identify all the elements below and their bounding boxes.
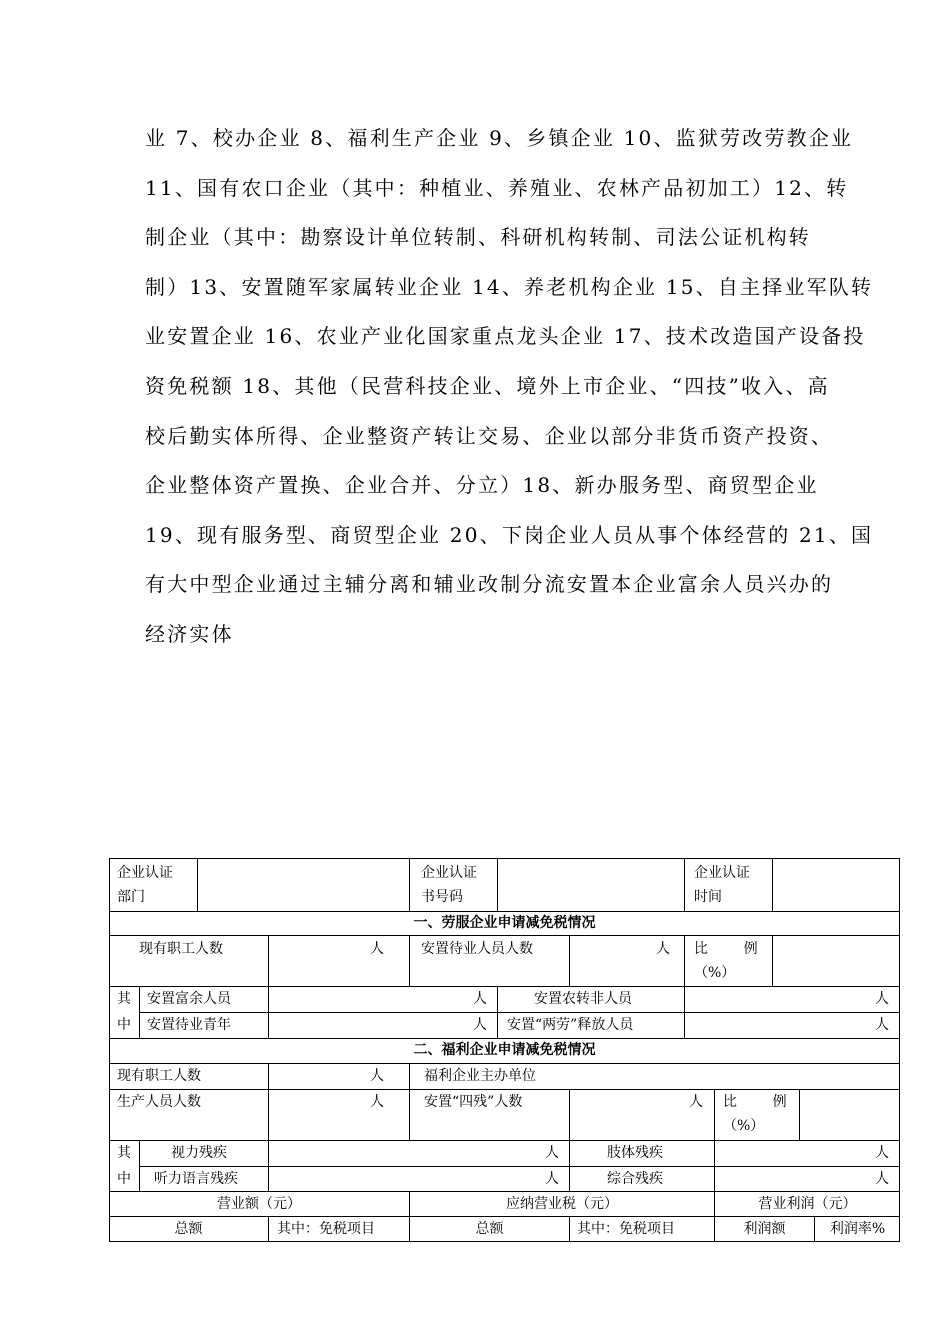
sec2-ratio-label-1: 比 例 — [723, 1094, 787, 1110]
paragraph-line: 制企业（其中：勘察设计单位转制、科研机构转制、司法公证机构转 — [145, 225, 811, 250]
sec1-released-unit: 人 — [875, 1017, 889, 1033]
cert-dept-label-2: 部门 — [117, 889, 145, 905]
sec1-staff-unit: 人 — [370, 941, 384, 957]
sec2-zhong-label: 中 — [117, 1171, 131, 1187]
tax-payable-header: 应纳营业税（元） — [506, 1196, 618, 1212]
paragraph-line: 企业整体资产置换、企业合并、分立）18、新办服务型、商贸型企业 — [145, 473, 819, 498]
paragraph-line: 19、现有服务型、商贸型企业 20、下岗企业人员从事个体经营的 21、国 — [145, 522, 874, 547]
body-paragraph — [145, 118, 874, 664]
sec1-zhong-label: 中 — [117, 1017, 131, 1033]
sec2-four-disabled-label: 安置“四残”人数 — [424, 1094, 523, 1110]
paragraph-line: 校后勤实体所得、企业整资产转让交易、企业以部分非货币资产投资、 — [145, 423, 834, 448]
revenue-exempt-header: 其中：免税项目 — [277, 1221, 375, 1237]
sec1-staff-label: 现有职工人数 — [139, 941, 223, 957]
section2-title: 二、福利企业申请减免税情况 — [413, 1042, 596, 1058]
cert-time-label-1: 企业认证 — [694, 865, 750, 881]
sec2-staff-label: 现有职工人数 — [117, 1068, 201, 1084]
cert-time-field[interactable] — [773, 858, 900, 911]
sec1-qi-label: 其 — [117, 991, 131, 1007]
cert-time-label-2: 时间 — [694, 889, 722, 905]
sec1-surplus-unit: 人 — [473, 991, 487, 1007]
revenue-header: 营业额（元） — [217, 1196, 301, 1212]
sec2-visual-label: 视力残疾 — [171, 1145, 227, 1161]
sec2-qi-label: 其 — [117, 1145, 131, 1161]
sec2-ratio-label-2: （%） — [723, 1118, 765, 1134]
sec1-rural-label: 安置农转非人员 — [534, 991, 632, 1007]
cert-no-label-1: 企业认证 — [421, 865, 477, 881]
sec1-youth-label: 安置待业青年 — [147, 1017, 231, 1033]
tax-relief-form — [109, 858, 900, 1242]
revenue-total-header: 总额 — [174, 1221, 203, 1237]
sec2-production-unit: 人 — [370, 1094, 384, 1110]
section1-title: 一、劳服企业申请减免税情况 — [413, 915, 596, 931]
sec2-four-disabled-unit: 人 — [689, 1094, 703, 1110]
sec2-hearing-label: 听力语言残疾 — [154, 1171, 238, 1187]
sec2-production-label: 生产人员人数 — [117, 1094, 201, 1110]
paragraph-line: 有大中型企业通过主辅分离和辅业改制分流安置本企业富余人员兴办的 — [145, 572, 834, 597]
sec1-ratio-label-1: 比 例 — [694, 941, 758, 957]
paragraph-line: 业 7、校办企业 8、福利生产企业 9、乡镇企业 10、监狱劳改劳教企业 — [145, 126, 854, 150]
cert-no-label-2: 书号码 — [421, 889, 463, 905]
tax-exempt-header: 其中：免税项目 — [577, 1221, 675, 1237]
profit-header: 营业利润（元） — [758, 1196, 857, 1212]
sec1-youth-unit: 人 — [473, 1017, 487, 1033]
profit-rate-header: 利润率% — [829, 1221, 886, 1237]
cert-dept-field[interactable] — [198, 858, 409, 911]
paragraph-line: 制）13、安置随军家属转业企业 14、养老机构企业 15、自主择业军队转 — [145, 274, 874, 299]
sec2-staff-unit: 人 — [370, 1068, 384, 1084]
sec2-visual-unit: 人 — [545, 1145, 559, 1161]
sec1-rural-unit: 人 — [875, 991, 889, 1007]
sec1-placed-unemployed-unit: 人 — [656, 941, 670, 957]
sec1-ratio-label-2: （%） — [694, 965, 736, 981]
sec2-multiple-unit: 人 — [875, 1171, 889, 1187]
paragraph-line: 业安置企业 16、农业产业化国家重点龙头企业 17、技术改造国产设备投 — [145, 324, 866, 349]
sec2-hearing-unit: 人 — [545, 1171, 559, 1187]
cert-dept-label-1: 企业认证 — [117, 865, 173, 881]
sec1-released-label: 安置“两劳”释放人员 — [507, 1017, 634, 1033]
sec2-sponsor-label: 福利企业主办单位 — [424, 1068, 536, 1084]
profit-amount-header: 利润额 — [743, 1221, 786, 1237]
sec2-limb-label: 肢体残疾 — [607, 1145, 663, 1161]
sec2-multiple-label: 综合残疾 — [607, 1171, 663, 1187]
paragraph-line: 11、国有农口企业（其中：种植业、养殖业、农林产品初加工）12、转 — [145, 175, 849, 200]
paragraph-line: 经济实体 — [145, 621, 234, 646]
tax-total-header: 总额 — [475, 1221, 504, 1237]
sec2-limb-unit: 人 — [875, 1145, 889, 1161]
sec1-placed-unemployed-label: 安置待业人员人数 — [421, 941, 533, 957]
paragraph-line: 资免税额 18、其他（民营科技企业、境外上市企业、“四技”收入、高 — [145, 373, 830, 398]
cert-no-field[interactable] — [498, 858, 684, 911]
sec1-surplus-label: 安置富余人员 — [147, 991, 231, 1007]
